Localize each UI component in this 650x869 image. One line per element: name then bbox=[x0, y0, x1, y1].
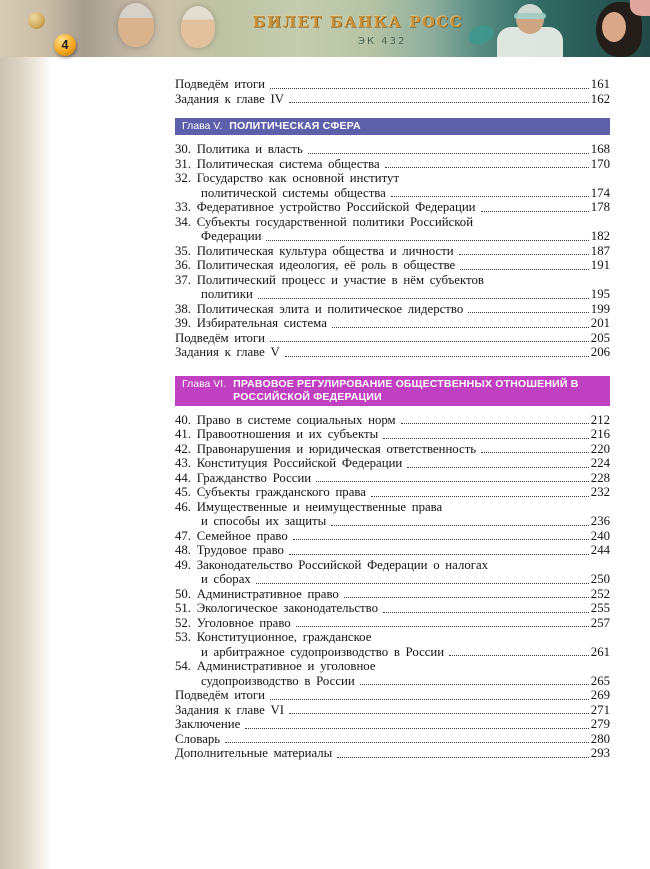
toc-leader-dots bbox=[332, 327, 589, 328]
toc-entry bbox=[175, 413, 610, 428]
toc-entry bbox=[175, 258, 610, 273]
chapter-vi-header bbox=[175, 376, 610, 406]
toc-entry-text: 34. Субъекты государственной политики Российской bbox=[175, 214, 474, 229]
toc-page-number: 174 bbox=[590, 185, 610, 200]
toc-entry-text: 31. Политическая система общества bbox=[175, 156, 380, 171]
elderly-woman-portrait bbox=[181, 6, 215, 48]
toc-entry bbox=[175, 471, 610, 486]
toc-leader-dots bbox=[337, 757, 589, 758]
chapter-v-prefix: Глава V. bbox=[182, 120, 223, 132]
toc-entry-text: 50. Административное право bbox=[175, 586, 339, 601]
toc-entry bbox=[175, 442, 610, 457]
toc-page-number: 271 bbox=[590, 702, 610, 717]
toc-leader-dots bbox=[391, 196, 589, 197]
toc-entry-text: и способы их защиты bbox=[201, 514, 327, 528]
toc-entry-text: Задания к главе V bbox=[175, 345, 280, 359]
toc-leader-dots bbox=[459, 254, 589, 255]
toc-page-number: 269 bbox=[590, 688, 610, 702]
toc-page-number: 216 bbox=[590, 427, 610, 441]
toc-leader-dots bbox=[401, 423, 589, 424]
toc-page-number: 236 bbox=[590, 514, 610, 528]
toc-page-number: 199 bbox=[590, 301, 610, 316]
toc-leader-dots bbox=[308, 153, 589, 154]
toc-entry-text: Словарь bbox=[175, 731, 221, 746]
toc-leader-dots bbox=[316, 481, 589, 482]
toc-leader-dots bbox=[270, 699, 589, 700]
toc-entry-text: Подведём итоги bbox=[175, 330, 266, 345]
toc-entry bbox=[175, 732, 610, 747]
toc-leader-dots bbox=[289, 713, 589, 714]
toc-entry bbox=[175, 529, 610, 544]
toc-page-number: 265 bbox=[590, 673, 610, 688]
toc-entry-text: политической системы общества bbox=[201, 185, 386, 200]
toc-leader-dots bbox=[266, 240, 588, 241]
toc-entry-text: 45. Субъекты гражданского права bbox=[175, 485, 366, 499]
toc-entry bbox=[175, 587, 610, 602]
chapter-vi-prefix: Глава VI. bbox=[182, 377, 227, 390]
scientist-portrait bbox=[516, 4, 544, 34]
toc-entry-text: 38. Политическая элита и политическое лидерство bbox=[175, 301, 464, 316]
toc-leader-dots bbox=[289, 554, 589, 555]
toc-leader-dots bbox=[293, 539, 589, 540]
chapter-v-header bbox=[175, 118, 610, 135]
toc-page-number: 182 bbox=[590, 229, 610, 243]
toc-entry bbox=[175, 630, 610, 659]
toc-leader-dots bbox=[481, 211, 589, 212]
toc-entry-text: Федерации bbox=[201, 229, 262, 243]
toc-entry-text: 49. Законодательство Российской Федерации о налогах bbox=[175, 557, 489, 572]
toc-leader-dots bbox=[385, 167, 589, 168]
toc-page-number: 240 bbox=[590, 528, 610, 543]
toc-page-number: 232 bbox=[590, 485, 610, 499]
toc-entry-text: 32. Государство как основной институт bbox=[175, 171, 400, 185]
toc-entry bbox=[175, 316, 610, 331]
safety-goggles bbox=[514, 13, 546, 19]
toc-page-number: 250 bbox=[590, 572, 610, 586]
toc-leader-dots bbox=[331, 525, 589, 526]
toc-leader-dots bbox=[481, 452, 589, 453]
toc-page-number: 293 bbox=[590, 746, 610, 760]
toc-page-number: 170 bbox=[590, 156, 610, 171]
toc-entry bbox=[175, 485, 610, 500]
elderly-man-portrait bbox=[118, 3, 154, 47]
toc-leader-dots bbox=[245, 728, 589, 729]
toc-leader-dots bbox=[383, 438, 589, 439]
toc-entry-text: судопроизводство в России bbox=[201, 673, 355, 688]
toc-entry bbox=[175, 543, 610, 558]
toc-page-number: 255 bbox=[590, 601, 610, 615]
toc-entry-text: 52. Уголовное право bbox=[175, 615, 291, 630]
toc-leader-dots bbox=[270, 88, 589, 89]
toc-entry bbox=[175, 703, 610, 718]
toc-leader-dots bbox=[360, 684, 589, 685]
toc-entry-text: 44. Гражданство России bbox=[175, 470, 312, 485]
toc-entry-text: 43. Конституция Российской Федерации bbox=[175, 456, 403, 470]
toc-leader-dots bbox=[270, 341, 589, 342]
toc-page-number: 168 bbox=[590, 142, 610, 156]
toc-entry bbox=[175, 273, 610, 302]
toc-entry bbox=[175, 717, 610, 732]
toc-leader-dots bbox=[285, 356, 589, 357]
gold-coin-icon bbox=[28, 12, 45, 29]
toc-leader-dots bbox=[344, 597, 589, 598]
toc-entry bbox=[175, 302, 610, 317]
toc-page-number: 206 bbox=[590, 345, 610, 359]
toc-page-number: 280 bbox=[590, 731, 610, 746]
toc-entry-text: 54. Административное и уголовное bbox=[175, 659, 376, 673]
toc-page-number: 279 bbox=[590, 717, 610, 731]
toc-entry bbox=[175, 244, 610, 259]
toc-page-number: 224 bbox=[590, 456, 610, 470]
toc-intro-entries bbox=[175, 77, 610, 106]
banknote-serial: ЭК 432 bbox=[358, 36, 407, 47]
toc-leader-dots bbox=[258, 298, 589, 299]
banknote-inscription: БИЛЕТ БАНКА РОСС bbox=[252, 13, 464, 31]
chapter-vi-title: ПРАВОВОЕ РЕГУЛИРОВАНИЕ ОБЩЕСТВЕННЫХ ОТНОШЕНИЙ В РОССИЙСКОЙ ФЕДЕРАЦИИ bbox=[233, 377, 579, 403]
toc-leader-dots bbox=[460, 269, 589, 270]
chapter-v-title: ПОЛИТИЧЕСКАЯ СФЕРА bbox=[229, 120, 361, 132]
toc-page-number: 178 bbox=[590, 200, 610, 214]
toc-entry bbox=[175, 171, 610, 200]
toc-entry-text: и сборах bbox=[201, 572, 251, 586]
toc-entry-text: 46. Имущественные и неимущественные права bbox=[175, 499, 443, 514]
scientist-woman-face bbox=[602, 12, 626, 42]
page-number-badge: 4 bbox=[54, 34, 76, 56]
toc-entry bbox=[175, 558, 610, 587]
toc-entry bbox=[175, 157, 610, 172]
toc-entry-text: Заключение bbox=[175, 717, 241, 731]
toc-page-number: 228 bbox=[590, 470, 610, 485]
toc-entry bbox=[175, 345, 610, 360]
toc-entry bbox=[175, 616, 610, 631]
toc-entry-text: Подведём итоги bbox=[175, 77, 266, 91]
toc-page-number: 195 bbox=[590, 287, 610, 301]
toc-entry bbox=[175, 200, 610, 215]
toc-leader-dots bbox=[225, 742, 589, 743]
toc-entry-text: 51. Экологическое законодательство bbox=[175, 601, 378, 615]
toc-page-number: 252 bbox=[590, 586, 610, 601]
toc-entry-text: Дополнительные материалы bbox=[175, 746, 333, 760]
toc-leader-dots bbox=[383, 612, 589, 613]
toc-page-number: 257 bbox=[590, 615, 610, 630]
toc-entry bbox=[175, 746, 610, 761]
toc-entry-text: 53. Конституционное, гражданское bbox=[175, 630, 372, 644]
toc-entry-text: 30. Политика и власть bbox=[175, 142, 303, 156]
toc-entry bbox=[175, 659, 610, 688]
toc-entry bbox=[175, 92, 610, 107]
toc-entry-text: 47. Семейное право bbox=[175, 528, 288, 543]
table-of-contents bbox=[175, 77, 610, 761]
toc-entry bbox=[175, 215, 610, 244]
toc-entry bbox=[175, 456, 610, 471]
toc-entry bbox=[175, 500, 610, 529]
toc-entry bbox=[175, 688, 610, 703]
toc-entry-text: и арбитражное судопроизводство в России bbox=[201, 644, 445, 659]
toc-leader-dots bbox=[371, 496, 589, 497]
toc-entry bbox=[175, 427, 610, 442]
toc-entry-text: 37. Политический процесс и участие в нём субъектов bbox=[175, 272, 484, 287]
toc-leader-dots bbox=[296, 626, 589, 627]
toc-page-number: 201 bbox=[590, 316, 610, 330]
toc-entry-text: 40. Право в системе социальных норм bbox=[175, 412, 396, 427]
toc-entry bbox=[175, 77, 610, 92]
toc-page-number: 205 bbox=[590, 330, 610, 345]
toc-entry-text: Задания к главе VI bbox=[175, 702, 284, 717]
toc-entry-text: 41. Правоотношения и их субъекты bbox=[175, 427, 379, 441]
toc-entry-text: 35. Политическая культура общества и личности bbox=[175, 243, 454, 258]
toc-entry-text: политики bbox=[201, 287, 253, 301]
toc-leader-dots bbox=[407, 467, 589, 468]
toc-entry-text: 48. Трудовое право bbox=[175, 543, 284, 557]
header-photo-collage bbox=[0, 0, 650, 57]
toc-entry-text: 39. Избирательная система bbox=[175, 316, 327, 330]
toc-entry-text: Подведём итоги bbox=[175, 688, 266, 702]
toc-entry bbox=[175, 142, 610, 157]
toc-page-number: 220 bbox=[590, 441, 610, 456]
chapter-v-entries bbox=[175, 142, 610, 360]
toc-entry-text: Задания к главе IV bbox=[175, 91, 284, 106]
toc-page-number: 161 bbox=[590, 77, 610, 91]
page-edge-gradient bbox=[0, 0, 52, 869]
toc-leader-dots bbox=[256, 583, 589, 584]
toc-entry-text: 42. Правонарушения и юридическая ответственность bbox=[175, 441, 477, 456]
toc-page-number: 187 bbox=[590, 243, 610, 258]
chapter-vi-entries bbox=[175, 413, 610, 761]
toc-entry-text: 36. Политическая идеология, её роль в обществе bbox=[175, 258, 456, 272]
toc-leader-dots bbox=[449, 655, 589, 656]
toc-leader-dots bbox=[289, 102, 589, 103]
toc-entry bbox=[175, 331, 610, 346]
toc-page-number: 261 bbox=[590, 644, 610, 659]
toc-entry bbox=[175, 601, 610, 616]
toc-page-number: 244 bbox=[590, 543, 610, 557]
toc-entry-text: 33. Федеративное устройство Российской Федерации bbox=[175, 200, 476, 214]
toc-page-number: 162 bbox=[590, 91, 610, 106]
toc-page-number: 191 bbox=[590, 258, 610, 272]
toc-leader-dots bbox=[468, 312, 589, 313]
toc-page-number: 212 bbox=[590, 412, 610, 427]
